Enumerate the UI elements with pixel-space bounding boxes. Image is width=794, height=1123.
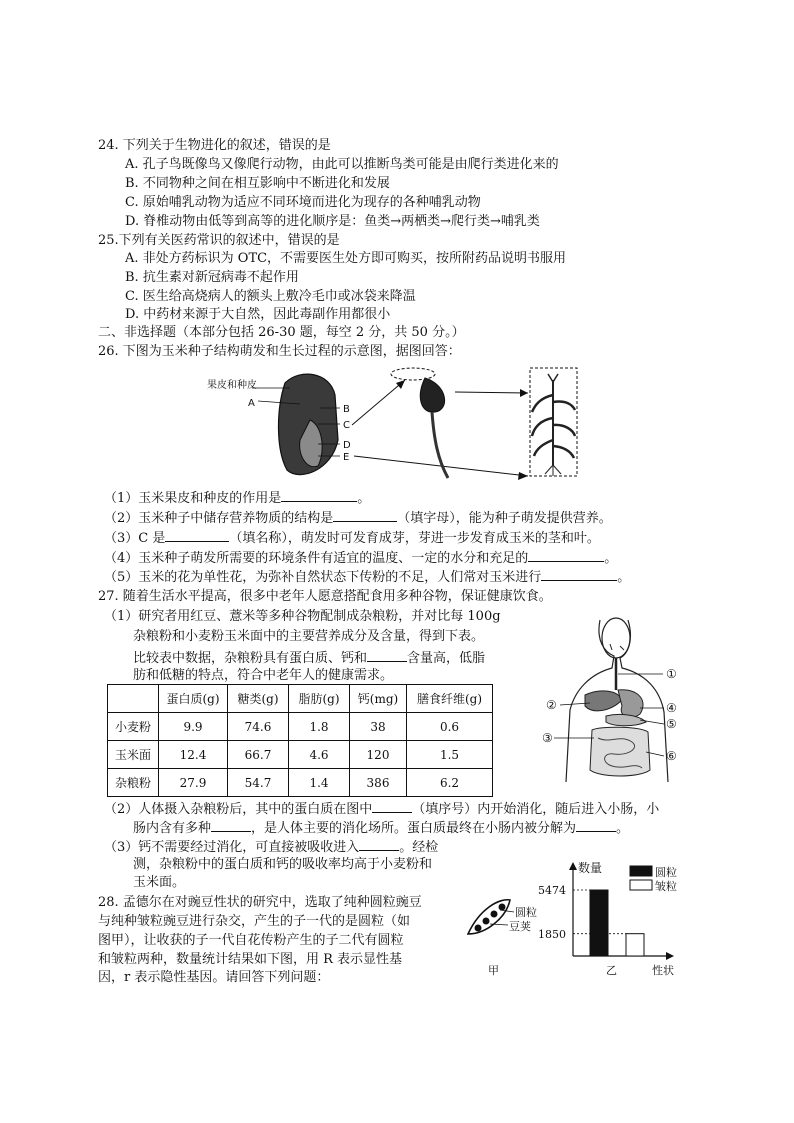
q24-option-a: A. 孔子鸟既像鸟又像爬行动物，由此可以推断鸟类可能是由爬行类进化来的	[125, 157, 559, 172]
q27-sub3-line2: 测，杂粮粉中的蛋白质和钙的吸收率均高于小麦粉和	[133, 857, 433, 872]
table-cell: 玉米面	[108, 741, 159, 769]
label-pod: 豆荚	[509, 920, 531, 933]
label-d: D	[343, 440, 351, 451]
bar-wrinkled	[626, 934, 644, 956]
q24-option-b: B. 不同物种之间在相互影响中不断进化和发展	[125, 176, 390, 191]
x-axis-label: 性状	[652, 964, 674, 977]
q25-option-b: B. 抗生素对新冠病毒不起作用	[125, 270, 299, 285]
caption-yi: 乙	[606, 964, 617, 977]
table-header-cell: 脂肪(g)	[289, 685, 350, 713]
q27-sub2-line1: （2）人体摄入杂粮粉后，其中的蛋白质在图中 （填序号）内开始消化，随后进入小肠，小	[104, 799, 659, 818]
q26-sub3: （3）C 是 （填名称），萌发时可发育成芽，芽进一步发育成玉米的茎和叶。	[104, 528, 600, 547]
q25-stem: 25.下列有关医药常识的叙述中，错误的是	[98, 233, 340, 248]
organ-label-4: ④	[666, 701, 677, 715]
legend-swatch-round	[630, 866, 652, 876]
table-header-cell: 钙(mg)	[350, 685, 407, 713]
table-cell: 4.6	[289, 741, 350, 769]
bar-round	[590, 890, 608, 956]
table-cell: 38	[350, 713, 407, 741]
y-tick-label: 5474	[538, 884, 566, 897]
q28-line1: 28. 孟德尔在对豌豆性状的研究中，选取了纯种圆粒豌豆	[98, 895, 422, 910]
y-tick-label: 1850	[538, 927, 566, 941]
q24-option-d: D. 脊椎动物由低等到高等的进化顺序是：鱼类→两栖类→爬行类→哺乳类	[125, 214, 540, 229]
table-cell: 27.9	[159, 769, 228, 797]
q25-option-a: A. 非处方药标识为 OTC，不需要医生处方即可购买，按所附药品说明书服用	[125, 251, 567, 266]
q27-sub2-line2: 肠内含有多种 ，是人体主要的消化场所。蛋白质最终在小肠内被分解为 。	[133, 818, 629, 837]
q25-option-d: D. 中药材来源于大自然，因此毒副作用都很小	[125, 307, 391, 322]
table-cell: 9.9	[159, 713, 228, 741]
q27-p2: 杂粮粉和小麦粉玉米面中的主要营养成分及含量，得到下表。	[133, 629, 485, 644]
q26-sub4: （4）玉米种子萌发所需要的环境条件有适宜的温度、一定的水分和充足的 。	[104, 548, 617, 567]
q27-p1: （1）研究者用红豆、薏米等多种谷物配制成杂粮粉，并对比每 100g	[104, 609, 501, 624]
y-axis-label: 数量	[578, 861, 603, 875]
table-cell: 54.7	[228, 769, 289, 797]
table-cell: 1.5	[407, 741, 493, 769]
legend-label-wrinkled: 皱粒	[655, 880, 677, 893]
label-b: B	[343, 404, 350, 415]
q25-option-c: C. 医生给高烧病人的额头上敷冷毛巾或冰袋来降温	[125, 289, 416, 304]
q24-option-c: C. 原始哺乳动物为适应不同环境而进化为现存的各种哺乳动物	[125, 195, 481, 210]
q26-sub5: （5）玉米的花为单性花，为弥补自然状态下传粉的不足，人们常对玉米进行 。	[104, 567, 630, 586]
organ-label-6: ⑥	[666, 749, 677, 763]
q27-sub3-line1: （3）钙不需要经过消化，可直接被吸收进入 。经检	[104, 837, 438, 856]
table-cell: 小麦粉	[108, 713, 159, 741]
q28-line4: 和皱粒两种，数量统计结果如下图，用 R 表示显性基	[98, 952, 403, 967]
table-cell: 66.7	[228, 741, 289, 769]
q27-p4: 肪和低糖的特点，符合中老年人的健康需求。	[133, 668, 394, 683]
caption-jia: 甲	[488, 964, 499, 977]
organ-label-1: ①	[666, 667, 677, 681]
q27-p3: 比较表中数据，杂粮粉具有蛋白质、钙和 含量高，低脂	[133, 648, 485, 667]
q28-line2: 与纯种皱粒豌豆进行杂交，产生的子一代的是圆粒（如	[98, 914, 411, 929]
table-cell: 12.4	[159, 741, 228, 769]
y-axis-arrow	[569, 862, 577, 870]
q27-sub3-line3: 玉米面。	[133, 875, 186, 890]
table-cell: 0.6	[407, 713, 493, 741]
table-cell: 1.8	[289, 713, 350, 741]
table-header-cell: 蛋白质(g)	[159, 685, 228, 713]
table-cell: 6.2	[407, 769, 493, 797]
table-cell: 386	[350, 769, 407, 797]
q28-line5: 因，r 表示隐性基因。请回答下列问题：	[98, 970, 330, 985]
q27-stem: 27. 随着生活水平提高，很多中老年人愿意搭配食用多种谷物，保证健康饮食。	[98, 589, 552, 604]
label-e: E	[343, 452, 350, 463]
table-cell: 杂粮粉	[108, 769, 159, 797]
q26-sub2: （2）玉米种子中储存营养物质的结构是 （填字母），能为种子萌发提供营养。	[104, 508, 612, 527]
q28-line3: 图甲），让收获的子一代自花传粉产生的子二代有圆粒	[98, 933, 404, 948]
x-axis-arrow	[666, 952, 674, 960]
table-header-cell: 膳食纤维(g)	[407, 685, 493, 713]
organ-label-3: ③	[542, 731, 553, 745]
organ-label-5: ⑤	[666, 717, 677, 731]
q24-stem: 24. 下列关于生物进化的叙述，错误的是	[98, 138, 331, 153]
legend-swatch-wrinkled	[630, 880, 652, 890]
legend-label-round: 圆粒	[655, 866, 677, 879]
table-cell: 120	[350, 741, 407, 769]
table-cell: 74.6	[228, 713, 289, 741]
organ-label-2: ②	[546, 698, 557, 712]
q26-sub1: （1）玉米果皮和种皮的作用是 。	[104, 488, 370, 507]
label-pericarp: 果皮和种皮	[207, 380, 257, 391]
table-header-cell: 糖类(g)	[228, 685, 289, 713]
section-heading: 二、非选择题（本部分包括 26-30 题，每空 2 分，共 50 分。）	[98, 325, 465, 340]
label-c: C	[343, 420, 350, 431]
table-cell: 1.4	[289, 769, 350, 797]
label-round-seed: 圆粒	[515, 906, 537, 919]
q26-stem: 26. 下图为玉米种子结构萌发和生长过程的示意图，据图回答：	[98, 344, 461, 359]
label-a: A	[248, 398, 255, 409]
